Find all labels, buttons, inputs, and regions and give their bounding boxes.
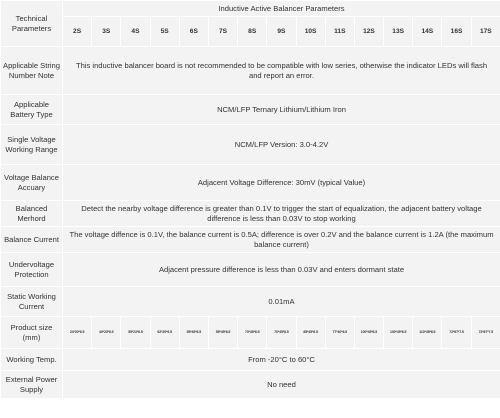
series-cell: 4S (121, 17, 150, 47)
series-cell: 5S (150, 17, 179, 47)
row-value: This inductive balancer board is not recommended to be compatible with low series, otherwise the indicator LEDs will flash and report an error. (63, 47, 500, 95)
product-size-cell: 70*45*6.5 (238, 317, 267, 349)
series-cell: 10S (296, 17, 325, 47)
table-row (1, 371, 500, 399)
product-size-cell: 72*67*7.5 (442, 317, 471, 349)
product-size-cell: 72*67*7.5 (471, 317, 500, 349)
row-label: Applicable String Number Note (1, 47, 63, 95)
series-cell: 12S (354, 17, 383, 47)
row-label: Product size (mm) (1, 317, 63, 349)
table-row (1, 253, 500, 287)
product-size-cell: 70*45*6.5 (267, 317, 296, 349)
row-value: From -20°C to 60°C (63, 349, 500, 371)
product-size-cell: 100*45*6.5 (354, 317, 383, 349)
row-value: NCM/LFP Version: 3.0-4.2V (63, 125, 500, 165)
table-row (1, 125, 500, 165)
header-title: Inductive Active Balancer Parameters (63, 1, 500, 17)
row-label: Balanced Merhord (1, 201, 63, 227)
product-size-cell: 40*23*6.5 (92, 317, 121, 349)
series-cell: 14S (413, 17, 442, 47)
product-size-cell: 77*40*6.5 (325, 317, 354, 349)
table-row (1, 165, 500, 201)
series-cell: 8S (238, 17, 267, 47)
series-cell: 17S (471, 17, 500, 47)
row-label: Undervoltage Protection (1, 253, 63, 287)
product-size-cell: 62*20*6.5 (150, 317, 179, 349)
product-size-cell: 100*45*6.5 (384, 317, 413, 349)
series-cell: 2S (63, 17, 92, 47)
product-size-cell: 55*45*6.5 (179, 317, 208, 349)
table-row (1, 95, 500, 125)
series-cell: 9S (267, 17, 296, 47)
row-value: 0.01mA (63, 287, 500, 317)
series-cell: 11S (325, 17, 354, 47)
table-row (1, 201, 500, 227)
series-cell: 3S (92, 17, 121, 47)
product-size-cell: 55*23*6.5 (121, 317, 150, 349)
table-row (1, 349, 500, 371)
row-label: Single Voltage Working Range (1, 125, 63, 165)
product-size-cell: 85*45*6.5 (296, 317, 325, 349)
product-size-cell: 55*45*6.5 (208, 317, 237, 349)
table-row (1, 47, 500, 95)
series-cell: 6S (179, 17, 208, 47)
row-value: No need (63, 371, 500, 399)
series-cell: 16S (442, 17, 471, 47)
row-value: Adjacent Voltage Difference: 30mV (typical Value) (63, 165, 500, 201)
product-size-row (1, 317, 500, 349)
series-cell: 7S (208, 17, 237, 47)
row-label: Balance Current (1, 227, 63, 253)
table-row (1, 287, 500, 317)
product-size-cell: 110*45*6.5 (413, 317, 442, 349)
row-label: Voltage Balance Accuary (1, 165, 63, 201)
series-row (1, 17, 500, 47)
row-value: NCM/LFP Ternary Lithium/Lithium Iron (63, 95, 500, 125)
row-label: External Power Supply (1, 371, 63, 399)
row-value: Detect the nearby voltage difference is greater than 0.1V to trigger the start of equalization, the adjacent battery voltage difference is less than 0.03V to stop working (63, 201, 500, 227)
row-value: Adjacent pressure difference is less than 0.03V and enters dormant state (63, 253, 500, 287)
header-title-row (1, 1, 500, 17)
product-size-cell: 24*20*6.5 (63, 317, 92, 349)
table-row (1, 227, 500, 253)
row-value: The voltage diffence is 0.1V, the balance current is 0.5A; difference is over 0.2V and the balance current is 1.2A (the maximum balance current) (63, 227, 500, 253)
row-label: Applicable Battery Type (1, 95, 63, 125)
row-label: Working Temp. (1, 349, 63, 371)
series-cell: 13S (384, 17, 413, 47)
corner-label: Technical Parameters (1, 1, 63, 47)
row-label: Static Working Current (1, 287, 63, 317)
